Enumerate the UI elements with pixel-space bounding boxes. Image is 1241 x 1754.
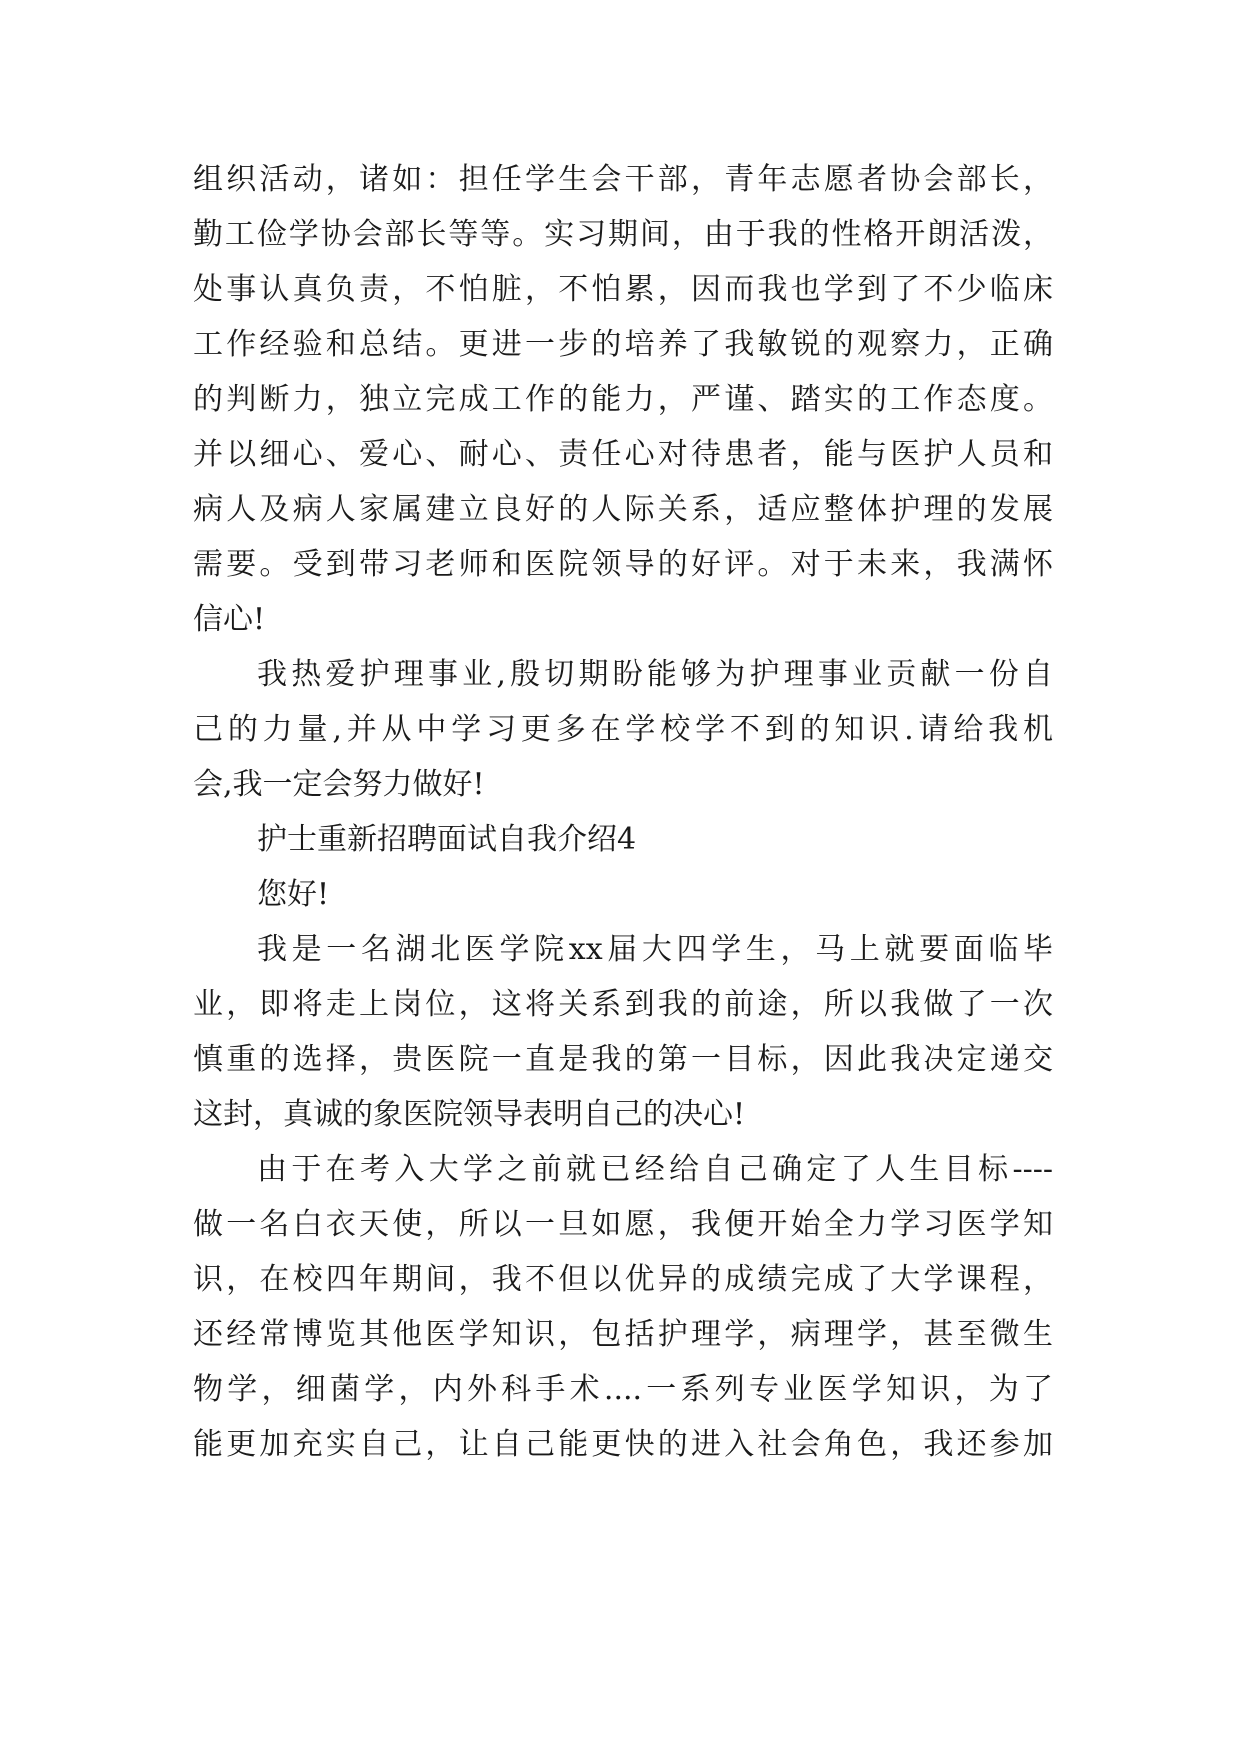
text-line: 并以细心、爱心、耐心、责任心对待患者，能与医护人员和 [193, 437, 1053, 472]
text-line: 会,我一定会努力做好! [193, 767, 485, 802]
text-line: 信心! [193, 602, 266, 637]
text-line: 勤工俭学协会部长等等。实习期间，由于我的性格开朗活泼， [193, 217, 1053, 252]
paragraph-first-line: 由于在考入大学之前就已经给自己确定了人生目标---- [257, 1152, 1053, 1187]
text-line: 业，即将走上岗位，这将关系到我的前途，所以我做了一次 [193, 987, 1053, 1022]
paragraph-first-line: 我热爱护理事业,殷切期盼能够为护理事业贡献一份自 [257, 657, 1053, 692]
paragraph-first-line: 我是一名湖北医学院xx届大四学生，马上就要面临毕 [257, 932, 1053, 967]
text-line: 物学，细菌学，内外科手术....一系列专业医学知识，为了 [193, 1372, 1053, 1407]
text-line: 的判断力，独立完成工作的能力，严谨、踏实的工作态度。 [193, 382, 1053, 417]
text-line: 慎重的选择，贵医院一直是我的第一目标，因此我决定递交 [193, 1042, 1053, 1077]
text-line: 处事认真负责，不怕脏，不怕累，因而我也学到了不少临床 [193, 272, 1053, 307]
text-line: 工作经验和总结。更进一步的培养了我敏锐的观察力，正确 [193, 327, 1053, 362]
text-line: 能更加充实自己，让自己能更快的进入社会角色，我还参加 [193, 1427, 1053, 1462]
section-heading: 护士重新招聘面试自我介绍4 [257, 822, 637, 857]
text-line: 己的力量,并从中学习更多在学校学不到的知识.请给我机 [193, 712, 1053, 747]
text-line: 还经常博览其他医学知识，包括护理学，病理学，甚至微生 [193, 1317, 1053, 1352]
text-line: 做一名白衣天使，所以一旦如愿，我便开始全力学习医学知 [193, 1207, 1053, 1242]
text-line: 组织活动，诸如：担任学生会干部，青年志愿者协会部长， [193, 162, 1053, 197]
text-line: 这封，真诚的象医院领导表明自己的决心! [193, 1097, 746, 1132]
text-line: 需要。受到带习老师和医院领导的好评。对于未来，我满怀 [193, 547, 1053, 582]
text-line: 病人及病人家属建立良好的人际关系，适应整体护理的发展 [193, 492, 1053, 527]
text-line: 识，在校四年期间，我不但以优异的成绩完成了大学课程， [193, 1262, 1053, 1297]
greeting: 您好! [257, 877, 330, 912]
